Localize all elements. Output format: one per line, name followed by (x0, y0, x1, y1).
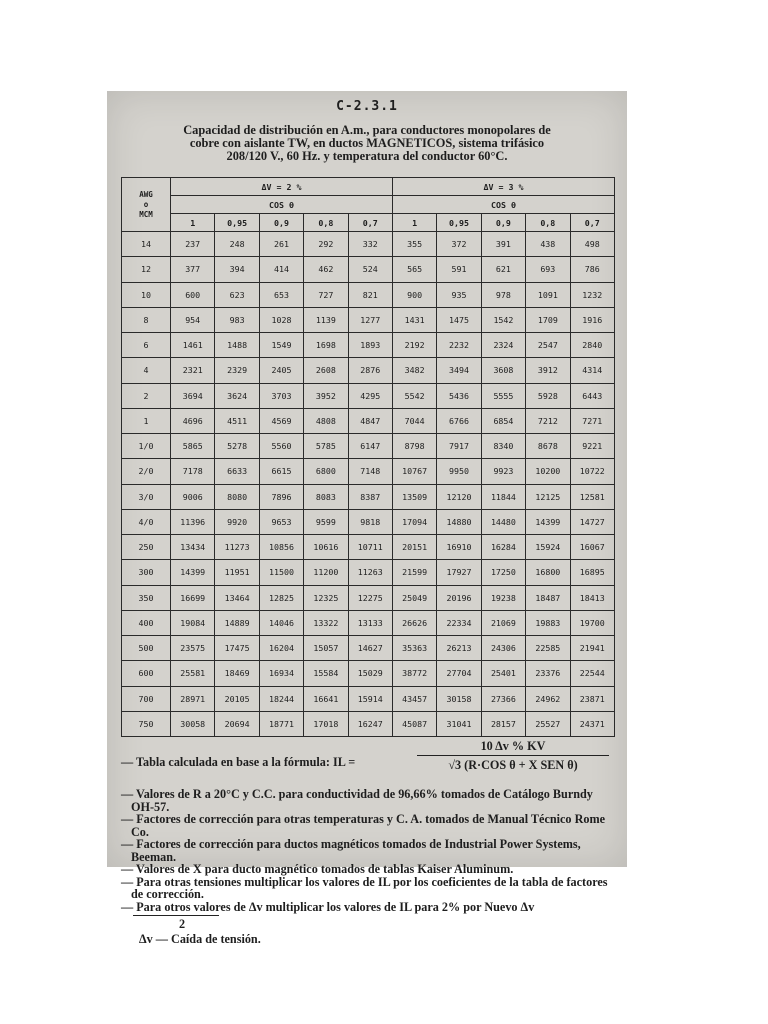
conductor-size-cell: 12 (122, 257, 171, 282)
capacity-table (121, 177, 615, 737)
capacity-cell: 17094 (392, 509, 436, 534)
capacity-cell: 20694 (215, 711, 259, 736)
capacity-cell: 16204 (259, 636, 303, 661)
capacity-cell: 14727 (570, 509, 614, 534)
capacity-cell: 391 (481, 232, 525, 257)
capacity-cell: 8387 (348, 484, 392, 509)
capacity-cell: 16699 (171, 585, 215, 610)
capacity-cell: 7212 (526, 408, 570, 433)
formula-fraction (413, 740, 613, 771)
conductor-size-cell: 14 (122, 232, 171, 257)
delta-definition: Δv — Caída de tensión. (139, 932, 261, 946)
formula (121, 739, 615, 788)
capacity-cell: 5555 (481, 383, 525, 408)
capacity-cell: 17475 (215, 636, 259, 661)
capacity-cell: 14889 (215, 610, 259, 635)
cos-value-header: 0,9 (481, 214, 525, 232)
table-row (122, 711, 615, 736)
conductor-size-cell: 2/0 (122, 459, 171, 484)
capacity-cell: 16910 (437, 535, 481, 560)
capacity-cell: 18771 (259, 711, 303, 736)
capacity-cell: 4314 (570, 358, 614, 383)
capacity-cell: 1475 (437, 307, 481, 332)
table-row (122, 459, 615, 484)
capacity-cell: 414 (259, 257, 303, 282)
capacity-cell: 20196 (437, 585, 481, 610)
table-row (122, 257, 615, 282)
capacity-cell: 4569 (259, 408, 303, 433)
table-row (122, 509, 615, 534)
capacity-cell: 2547 (526, 333, 570, 358)
capacity-cell: 10767 (392, 459, 436, 484)
capacity-cell: 16067 (570, 535, 614, 560)
capacity-cell: 15584 (304, 661, 348, 686)
capacity-cell: 5560 (259, 434, 303, 459)
capacity-cell: 13133 (348, 610, 392, 635)
capacity-cell: 12325 (304, 585, 348, 610)
capacity-cell: 1542 (481, 307, 525, 332)
capacity-cell: 27704 (437, 661, 481, 686)
capacity-cell: 15924 (526, 535, 570, 560)
capacity-cell: 600 (171, 282, 215, 307)
capacity-cell: 4295 (348, 383, 392, 408)
capacity-cell: 4808 (304, 408, 348, 433)
capacity-cell: 2192 (392, 333, 436, 358)
conductor-size-cell: 8 (122, 307, 171, 332)
table-row (122, 535, 615, 560)
capacity-cell: 13322 (304, 610, 348, 635)
capacity-cell: 45087 (392, 711, 436, 736)
capacity-cell: 18244 (259, 686, 303, 711)
conductor-size-cell: 500 (122, 636, 171, 661)
capacity-cell: 7896 (259, 484, 303, 509)
conductor-size-cell: 250 (122, 535, 171, 560)
note-item: — Valores de X para ducto magnético tomados de tablas Kaiser Aluminum. (121, 862, 514, 876)
capacity-cell: 23871 (570, 686, 614, 711)
capacity-cell: 2324 (481, 333, 525, 358)
title-line: Capacidad de distribución en A.m., para conductores monopolares de (183, 123, 551, 137)
table-row (122, 686, 615, 711)
capacity-cell: 3703 (259, 383, 303, 408)
awg-header-line: o (143, 199, 149, 209)
capacity-cell: 5278 (215, 434, 259, 459)
capacity-cell: 16800 (526, 560, 570, 585)
capacity-cell: 6443 (570, 383, 614, 408)
conductor-size-cell: 750 (122, 711, 171, 736)
conductor-size-cell: 4/0 (122, 509, 171, 534)
capacity-cell: 19238 (481, 585, 525, 610)
capacity-cell: 377 (171, 257, 215, 282)
conductor-size-cell: 300 (122, 560, 171, 585)
table-row (122, 610, 615, 635)
capacity-cell: 43457 (392, 686, 436, 711)
capacity-cell: 978 (481, 282, 525, 307)
capacity-cell: 12275 (348, 585, 392, 610)
table-row (122, 232, 615, 257)
capacity-cell: 11200 (304, 560, 348, 585)
capacity-cell: 17018 (304, 711, 348, 736)
capacity-cell: 10711 (348, 535, 392, 560)
capacity-cell: 292 (304, 232, 348, 257)
formula-denominator: √3 (R·COS θ + X SEN θ) (448, 757, 578, 772)
capacity-cell: 16934 (259, 661, 303, 686)
capacity-cell: 9653 (259, 509, 303, 534)
capacity-cell: 438 (526, 232, 570, 257)
table-row (122, 484, 615, 509)
capacity-cell: 23376 (526, 661, 570, 686)
note-item: — Factores de corrección para ductos magnéticos tomados de Industrial Power Systems, Beeman. (121, 837, 581, 864)
capacity-cell: 6615 (259, 459, 303, 484)
capacity-cell: 3624 (215, 383, 259, 408)
conductor-size-cell: 2 (122, 383, 171, 408)
capacity-cell: 10200 (526, 459, 570, 484)
capacity-cell: 3482 (392, 358, 436, 383)
capacity-cell: 5928 (526, 383, 570, 408)
capacity-cell: 4696 (171, 408, 215, 433)
conductor-size-cell: 6 (122, 333, 171, 358)
capacity-cell: 24371 (570, 711, 614, 736)
capacity-cell: 1461 (171, 333, 215, 358)
notes-section (121, 739, 615, 961)
capacity-cell: 11951 (215, 560, 259, 585)
cos-header: COS θ (171, 196, 393, 214)
note-item: — Para otras tensiones multiplicar los valores de IL por los coeficientes de la tabla de factores de corrección. (121, 874, 608, 901)
cos-value-header: 0,7 (570, 214, 614, 232)
capacity-cell: 3494 (437, 358, 481, 383)
capacity-cell: 11844 (481, 484, 525, 509)
capacity-cell: 1549 (259, 333, 303, 358)
capacity-cell: 983 (215, 307, 259, 332)
capacity-cell: 31041 (437, 711, 481, 736)
cos-value-header: 0,95 (215, 214, 259, 232)
capacity-cell: 524 (348, 257, 392, 282)
capacity-cell: 26213 (437, 636, 481, 661)
capacity-cell: 18413 (570, 585, 614, 610)
capacity-cell: 6633 (215, 459, 259, 484)
capacity-cell: 9599 (304, 509, 348, 534)
capacity-cell: 7148 (348, 459, 392, 484)
capacity-cell: 900 (392, 282, 436, 307)
capacity-cell: 16284 (481, 535, 525, 560)
capacity-cell: 25581 (171, 661, 215, 686)
capacity-cell: 7917 (437, 434, 481, 459)
capacity-cell: 2405 (259, 358, 303, 383)
capacity-cell: 10616 (304, 535, 348, 560)
capacity-cell: 2232 (437, 333, 481, 358)
conductor-size-cell: 3/0 (122, 484, 171, 509)
capacity-cell: 14399 (526, 509, 570, 534)
capacity-cell: 11500 (259, 560, 303, 585)
capacity-cell: 1488 (215, 333, 259, 358)
capacity-cell: 21941 (570, 636, 614, 661)
capacity-cell: 653 (259, 282, 303, 307)
conductor-size-cell: 400 (122, 610, 171, 635)
capacity-cell: 24962 (526, 686, 570, 711)
document-photo (107, 91, 627, 946)
capacity-cell: 35363 (392, 636, 436, 661)
capacity-cell: 821 (348, 282, 392, 307)
cos-value-header: 0,9 (259, 214, 303, 232)
cos-header: COS θ (392, 196, 614, 214)
capacity-cell: 22544 (570, 661, 614, 686)
group-header: ΔV = 2 % (171, 178, 393, 196)
capacity-cell: 8080 (215, 484, 259, 509)
capacity-cell: 16247 (348, 711, 392, 736)
capacity-cell: 6800 (304, 459, 348, 484)
capacity-cell: 9920 (215, 509, 259, 534)
delta-fraction (121, 913, 615, 961)
capacity-cell: 7044 (392, 408, 436, 433)
cos-value-header: 0,8 (304, 214, 348, 232)
conductor-size-cell: 1/0 (122, 434, 171, 459)
capacity-cell: 935 (437, 282, 481, 307)
capacity-cell: 1916 (570, 307, 614, 332)
capacity-cell: 9006 (171, 484, 215, 509)
capacity-cell: 5542 (392, 383, 436, 408)
capacity-cell: 23575 (171, 636, 215, 661)
awg-header-line: AWG (139, 189, 153, 199)
capacity-cell: 1431 (392, 307, 436, 332)
table-row (122, 358, 615, 383)
capacity-cell: 786 (570, 257, 614, 282)
capacity-cell: 14880 (437, 509, 481, 534)
cos-value-header: 0,7 (348, 214, 392, 232)
capacity-cell: 15029 (348, 661, 392, 686)
table-row (122, 434, 615, 459)
conductor-size-cell: 350 (122, 585, 171, 610)
capacity-cell: 20105 (215, 686, 259, 711)
capacity-cell: 20151 (392, 535, 436, 560)
capacity-cell: 2321 (171, 358, 215, 383)
capacity-cell: 4847 (348, 408, 392, 433)
capacity-cell: 14627 (348, 636, 392, 661)
capacity-cell: 237 (171, 232, 215, 257)
capacity-cell: 355 (392, 232, 436, 257)
conductor-size-cell: 1 (122, 408, 171, 433)
title-line: 208/120 V., 60 Hz. y temperatura del conductor 60°C. (226, 149, 508, 163)
capacity-cell: 12120 (437, 484, 481, 509)
capacity-cell: 16895 (570, 560, 614, 585)
capacity-cell: 22334 (437, 610, 481, 635)
awg-header (122, 178, 171, 232)
title-line: cobre con aislante TW, en ductos MAGNETICOS, sistema trifásico (189, 136, 545, 150)
capacity-cell: 2876 (348, 358, 392, 383)
capacity-cell: 17927 (437, 560, 481, 585)
capacity-cell: 9950 (437, 459, 481, 484)
capacity-cell: 8340 (481, 434, 525, 459)
capacity-cell: 27366 (481, 686, 525, 711)
capacity-cell: 9818 (348, 509, 392, 534)
capacity-cell: 11263 (348, 560, 392, 585)
capacity-cell: 1028 (259, 307, 303, 332)
capacity-cell: 14399 (171, 560, 215, 585)
capacity-cell: 12581 (570, 484, 614, 509)
conductor-size-cell: 10 (122, 282, 171, 307)
capacity-cell: 1893 (348, 333, 392, 358)
capacity-cell: 9923 (481, 459, 525, 484)
capacity-cell: 17250 (481, 560, 525, 585)
formula-lead: — Tabla calculada en base a la fórmula: IL = (121, 755, 356, 769)
capacity-cell: 1139 (304, 307, 348, 332)
capacity-cell: 3694 (171, 383, 215, 408)
conductor-size-cell: 700 (122, 686, 171, 711)
table-row (122, 383, 615, 408)
capacity-cell: 13509 (392, 484, 436, 509)
capacity-cell: 621 (481, 257, 525, 282)
table-row (122, 636, 615, 661)
capacity-cell: 21069 (481, 610, 525, 635)
capacity-cell: 30158 (437, 686, 481, 711)
capacity-cell: 18487 (526, 585, 570, 610)
capacity-cell: 30058 (171, 711, 215, 736)
note-item: — Valores de R a 20°C y C.C. para conductividad de 96,66% tomados de Catálogo Burndy OH-57. (121, 787, 593, 814)
capacity-cell: 6766 (437, 408, 481, 433)
capacity-cell: 372 (437, 232, 481, 257)
capacity-cell: 26626 (392, 610, 436, 635)
capacity-cell: 10856 (259, 535, 303, 560)
capacity-cell: 25401 (481, 661, 525, 686)
capacity-cell: 6147 (348, 434, 392, 459)
capacity-cell: 3952 (304, 383, 348, 408)
fraction-rule (133, 915, 219, 916)
capacity-cell: 18469 (215, 661, 259, 686)
fraction-denominator: 2 (179, 917, 186, 931)
capacity-cell: 498 (570, 232, 614, 257)
capacity-cell: 8798 (392, 434, 436, 459)
capacity-cell: 591 (437, 257, 481, 282)
capacity-cell: 2840 (570, 333, 614, 358)
capacity-cell: 22585 (526, 636, 570, 661)
capacity-cell: 248 (215, 232, 259, 257)
conductor-size-cell: 4 (122, 358, 171, 383)
capacity-cell: 394 (215, 257, 259, 282)
capacity-cell: 14480 (481, 509, 525, 534)
cos-value-header: 1 (392, 214, 436, 232)
capacity-cell: 10722 (570, 459, 614, 484)
capacity-cell: 3608 (481, 358, 525, 383)
group-header: ΔV = 3 % (392, 178, 614, 196)
conductor-size-cell: 600 (122, 661, 171, 686)
cos-value-header: 0,95 (437, 214, 481, 232)
capacity-cell: 5865 (171, 434, 215, 459)
capacity-cell: 954 (171, 307, 215, 332)
capacity-cell: 4511 (215, 408, 259, 433)
capacity-cell: 7271 (570, 408, 614, 433)
capacity-cell: 1232 (570, 282, 614, 307)
capacity-cell: 28971 (171, 686, 215, 711)
capacity-cell: 19700 (570, 610, 614, 635)
capacity-cell: 332 (348, 232, 392, 257)
table-row (122, 560, 615, 585)
note-item: — Para otros valores de Δv multiplicar los valores de IL para 2% por Nuevo Δv (121, 899, 535, 914)
capacity-cell: 12125 (526, 484, 570, 509)
capacity-cell: 13464 (215, 585, 259, 610)
capacity-cell: 25527 (526, 711, 570, 736)
cos-value-header: 1 (171, 214, 215, 232)
capacity-cell: 16641 (304, 686, 348, 711)
capacity-cell: 15057 (304, 636, 348, 661)
capacity-cell: 21599 (392, 560, 436, 585)
capacity-cell: 24306 (481, 636, 525, 661)
capacity-cell: 727 (304, 282, 348, 307)
table-row (122, 585, 615, 610)
table-row (122, 408, 615, 433)
capacity-cell: 1277 (348, 307, 392, 332)
capacity-cell: 261 (259, 232, 303, 257)
table-row (122, 333, 615, 358)
table-row (122, 661, 615, 686)
capacity-cell: 462 (304, 257, 348, 282)
capacity-cell: 38772 (392, 661, 436, 686)
capacity-cell: 8083 (304, 484, 348, 509)
capacity-cell: 1091 (526, 282, 570, 307)
capacity-cell: 15914 (348, 686, 392, 711)
capacity-cell: 11273 (215, 535, 259, 560)
capacity-cell: 19883 (526, 610, 570, 635)
formula-numerator: 10 Δv % KV (480, 739, 546, 753)
awg-header-line: MCM (139, 209, 153, 219)
capacity-cell: 565 (392, 257, 436, 282)
capacity-cell: 5436 (437, 383, 481, 408)
capacity-cell: 8678 (526, 434, 570, 459)
capacity-cell: 11396 (171, 509, 215, 534)
capacity-cell: 7178 (171, 459, 215, 484)
capacity-cell: 3912 (526, 358, 570, 383)
capacity-cell: 28157 (481, 711, 525, 736)
cos-value-header: 0,8 (526, 214, 570, 232)
table-row (122, 307, 615, 332)
capacity-cell: 12825 (259, 585, 303, 610)
capacity-cell: 1709 (526, 307, 570, 332)
capacity-cell: 2608 (304, 358, 348, 383)
capacity-cell: 14046 (259, 610, 303, 635)
table-code: C-2.3.1 (336, 99, 398, 114)
table-row (122, 282, 615, 307)
table-title (129, 124, 605, 163)
capacity-cell: 2329 (215, 358, 259, 383)
capacity-cell: 19084 (171, 610, 215, 635)
capacity-cell: 9221 (570, 434, 614, 459)
capacity-cell: 693 (526, 257, 570, 282)
capacity-cell: 1698 (304, 333, 348, 358)
capacity-cell: 6854 (481, 408, 525, 433)
note-item: — Factores de corrección para otras temperaturas y C. A. tomados de Manual Técnico Rome Co. (121, 812, 606, 839)
capacity-cell: 5785 (304, 434, 348, 459)
capacity-cell: 25049 (392, 585, 436, 610)
capacity-cell: 623 (215, 282, 259, 307)
capacity-cell: 13434 (171, 535, 215, 560)
